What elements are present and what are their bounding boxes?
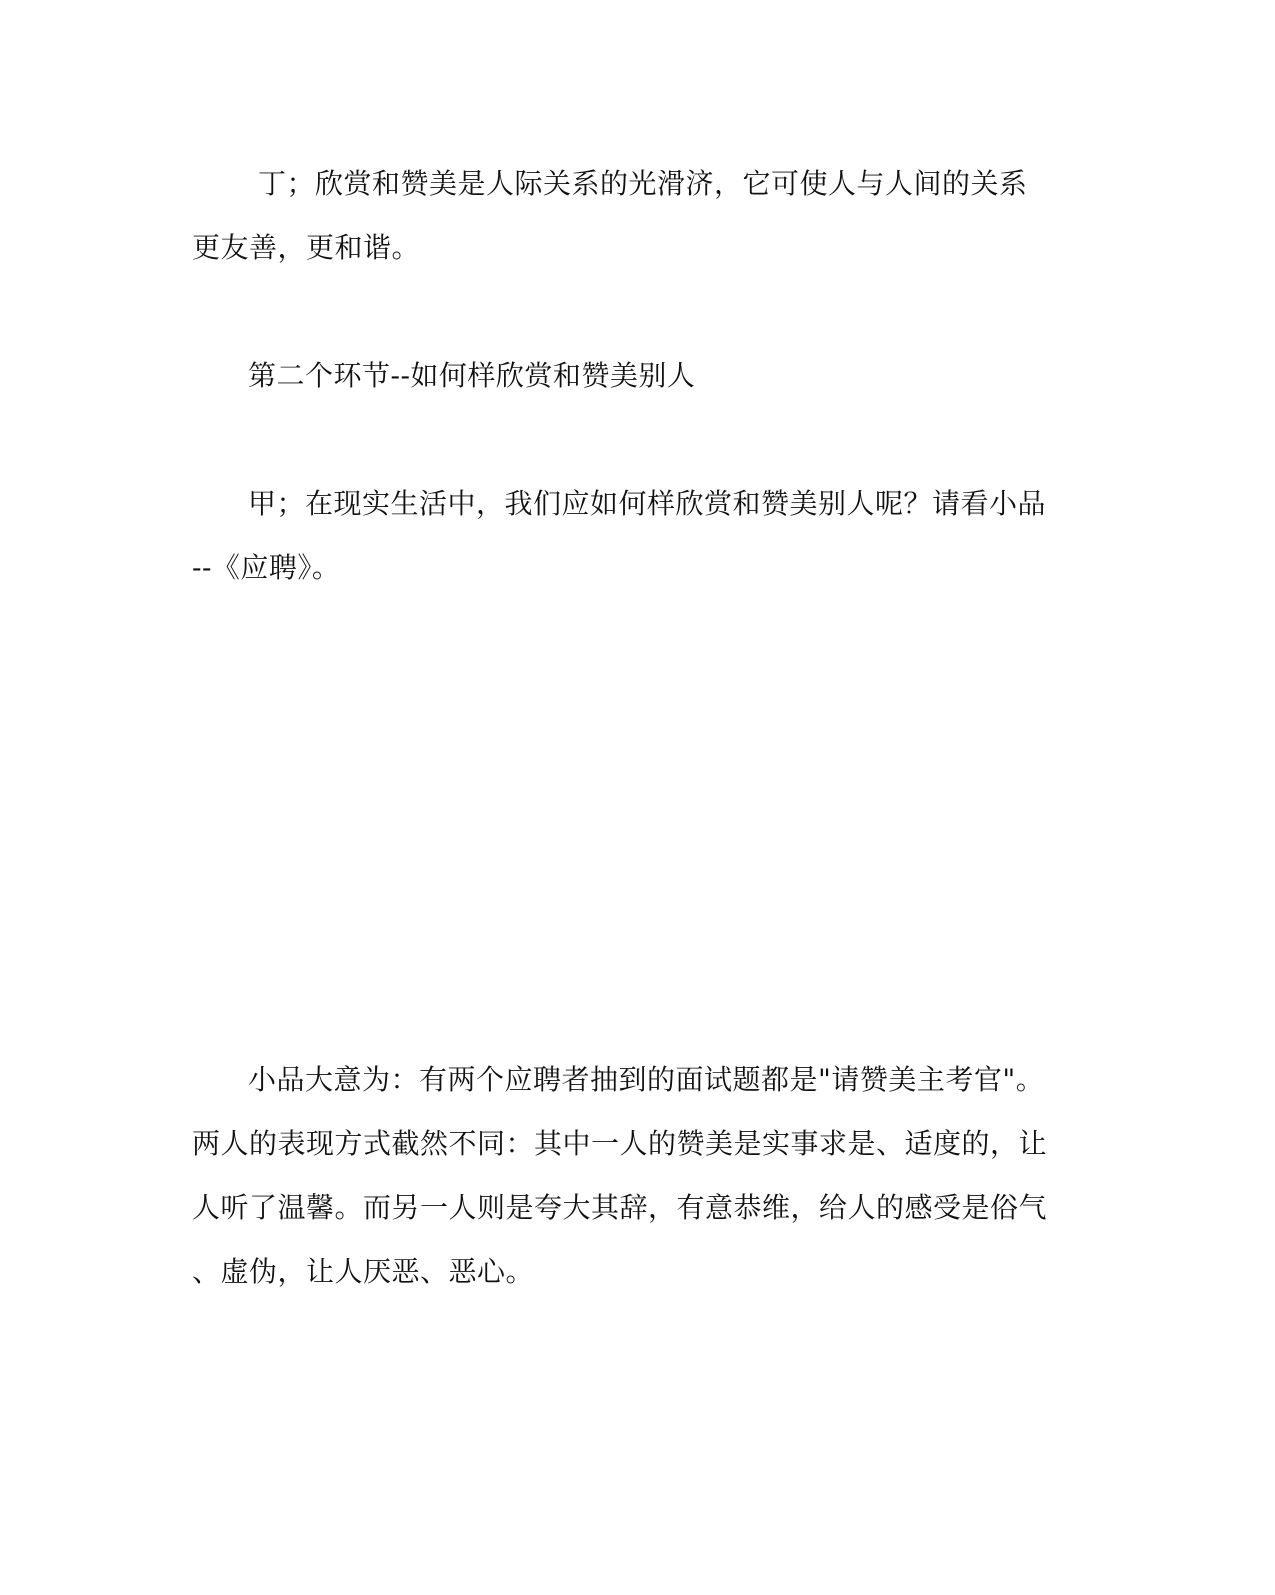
paragraph-4-line-2: 两人的表现方式截然不同：其中一人的赞美是实事求是、适度的，让: [192, 1127, 1048, 1160]
paragraph-4-line-3: 人听了温馨。而另一人则是夸大其辞，有意恭维，给人的感受是俗气: [192, 1191, 1048, 1224]
paragraph-1-line-2: 更友善，更和谐。: [192, 231, 421, 264]
paragraph-4-line-1: 小品大意为：有两个应聘者抽到的面试题都是"请赞美主考官"。: [248, 1063, 1045, 1096]
paragraph-3-line-1: 甲；在现实生活中，我们应如何样欣赏和赞美别人呢？请看小品: [248, 487, 1047, 520]
paragraph-4-line-4: 、虚伪，让人厌恶、恶心。: [192, 1255, 535, 1288]
section-heading: 第二个环节--如何样欣赏和赞美别人: [248, 359, 696, 392]
paragraph-3-line-2: --《应聘》。: [192, 551, 341, 584]
paragraph-1-line-1: 丁；欣赏和赞美是人际关系的光滑济，它可使人与人间的关系: [258, 167, 1028, 200]
